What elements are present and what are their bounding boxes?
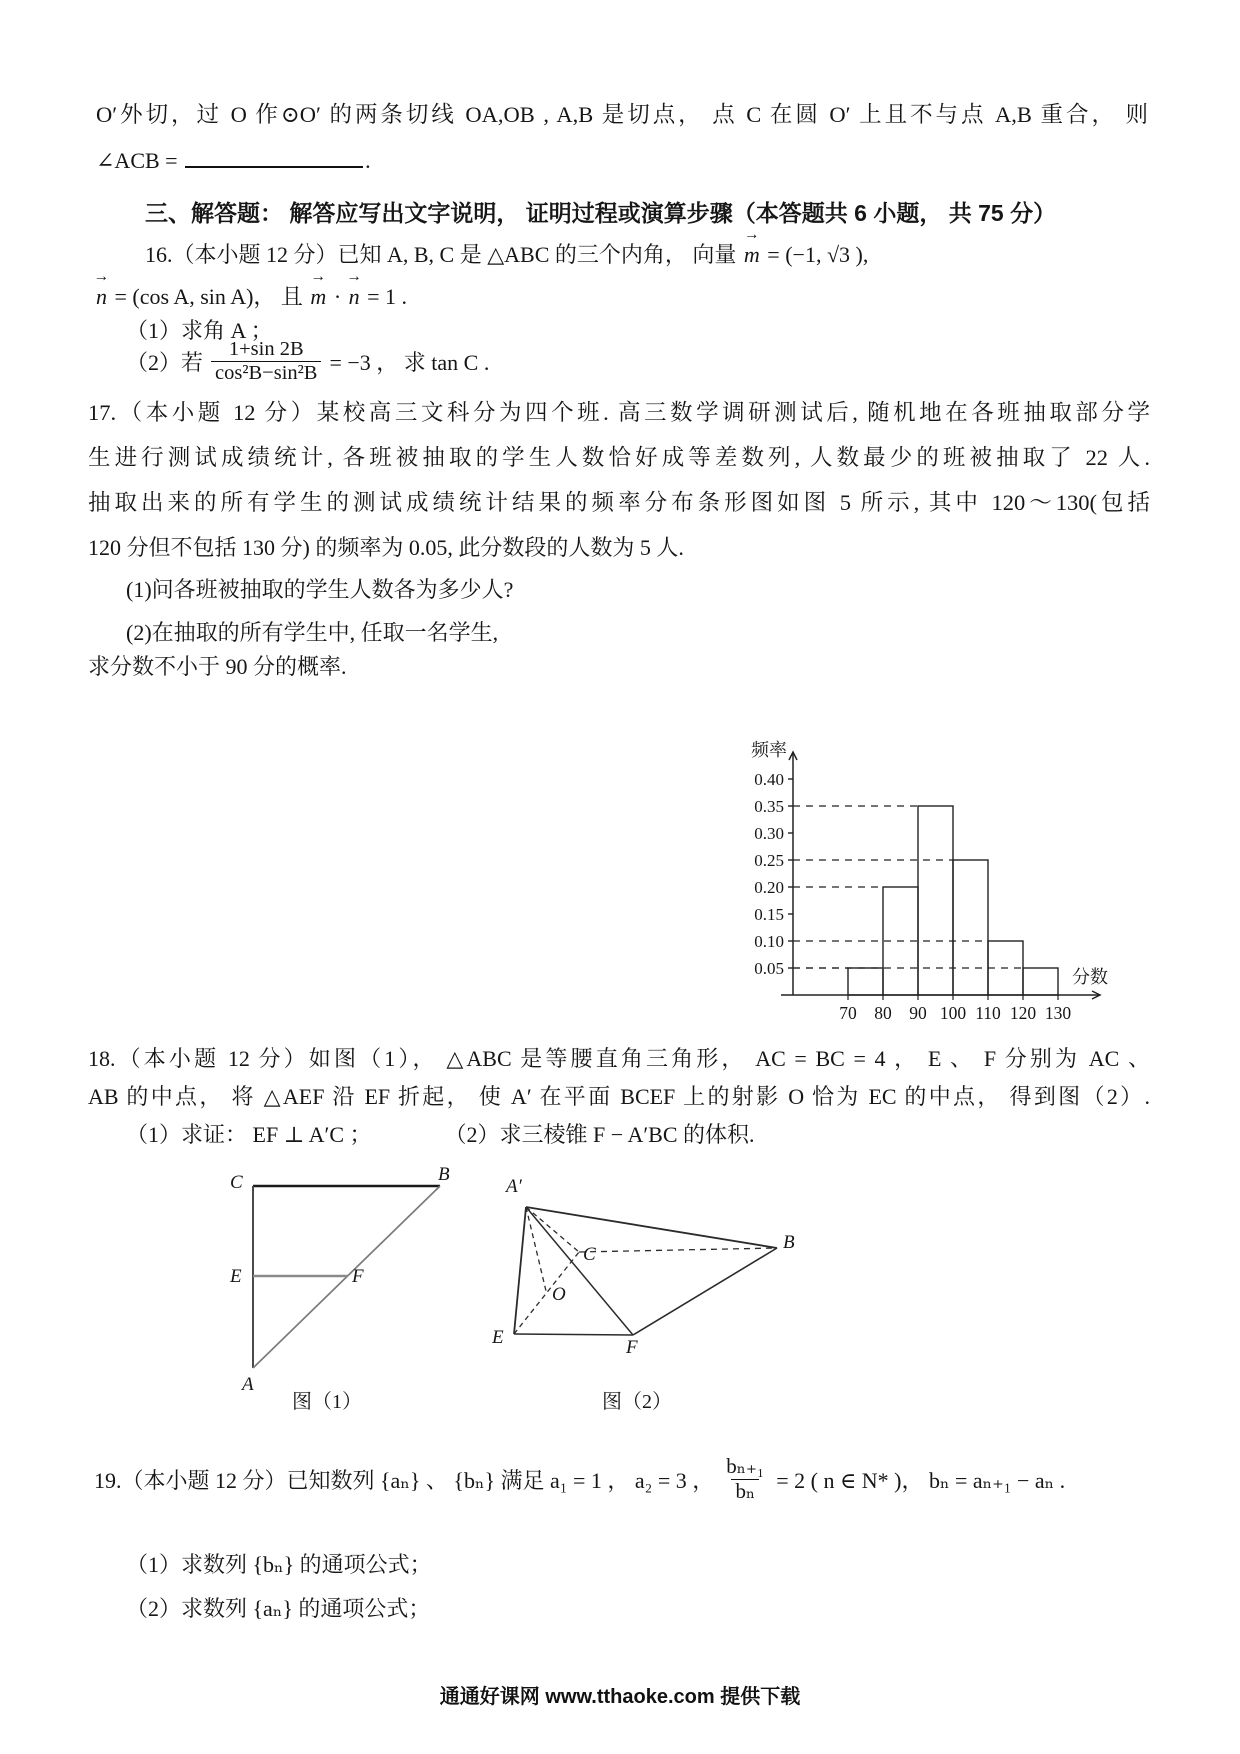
fig2-caption: 图（2） (602, 1391, 672, 1413)
fig2-label-C: C (583, 1244, 596, 1265)
answer-period: . (365, 148, 371, 174)
q18-line-3 (126, 1120, 755, 1150)
q17-line-1: 17.（本小题 12 分）某校高三文科分为四个班. 高三数学调研测试后, 随机地在各班抽取部分学 (88, 400, 1150, 425)
q16-l1b: = (−1, √3 ), (761, 242, 869, 267)
q16-l1a: 16.（本小题 12 分）已知 A, B, C 是 △ABC 的三个内角， 向量 (145, 242, 742, 267)
svg-text:80: 80 (874, 1003, 892, 1023)
svg-text:0.25: 0.25 (754, 851, 784, 870)
svg-text:0.35: 0.35 (754, 797, 784, 816)
q19-post: = 2 ( n ∈ N* )， bₙ = aₙ₊₁ − aₙ . (776, 1467, 1066, 1493)
fig1-label-C: C (230, 1172, 243, 1193)
fig1-label-E: E (230, 1266, 242, 1287)
svg-text:130: 130 (1044, 1003, 1072, 1023)
q19-fraction-denominator: bₙ (731, 1479, 759, 1504)
answer-label: ∠ACB = (96, 148, 178, 174)
vector-n: → n (94, 282, 109, 312)
fig2-edge-AprimeF (526, 1207, 633, 1335)
svg-text:0.30: 0.30 (754, 824, 784, 843)
q17-part1: (1)问各班被抽取的学生人数各为多少人? (126, 577, 514, 602)
svg-text:70: 70 (839, 1003, 857, 1023)
svg-text:100: 100 (939, 1003, 967, 1023)
q17-line-3: 抽取出来的所有学生的测试成绩统计结果的频率分布条形图如图 5 所示, 其中 120～130(包括 (88, 490, 1150, 515)
svg-text:120: 120 (1009, 1003, 1037, 1023)
vector-n2: → n (347, 282, 362, 312)
q18-part1: （1）求证： EF ⊥ A′C ； (126, 1122, 372, 1147)
q18-line-1: 18.（本小题 12 分）如图（1）， △ABC 是等腰直角三角形， AC = BC = 4 ， E 、 F 分别为 AC 、 (88, 1046, 1150, 1071)
fig2-label-O: O (552, 1284, 566, 1305)
q16-line-2 (94, 282, 407, 312)
fig1-label-A: A (242, 1374, 254, 1395)
q16-part1: （1）求角 A ； (126, 318, 273, 343)
q16-part2-post: = −3 ， 求 tan C . (329, 349, 490, 375)
svg-text:0.20: 0.20 (754, 878, 784, 897)
q17-part2b: 求分数不小于 90 分的概率. (88, 654, 347, 679)
svg-text:0.05: 0.05 (754, 959, 784, 978)
svg-text:90: 90 (909, 1003, 927, 1023)
fraction-numerator: 1+sin 2B (228, 338, 304, 360)
q16-fraction (211, 338, 321, 385)
fig2-label-B: B (783, 1232, 795, 1253)
q19-line-1 (94, 1455, 1065, 1503)
fig2-edge-FB (633, 1248, 777, 1335)
fig2-label-Aprime: A′ (506, 1176, 522, 1197)
fig2-edge-AprimeE (514, 1207, 526, 1334)
q16-part2-pre: （2）若 (126, 349, 204, 375)
q19-part1: （1）求数列 {bₙ} 的通项公式； (126, 1552, 432, 1577)
q19-fraction-numerator: bₙ₊₁ (726, 1454, 765, 1478)
q16-l2c: = 1 . (361, 284, 408, 309)
fig1-label-F: F (352, 1266, 364, 1287)
q16-dot: · (328, 284, 347, 309)
q18-line-2: AB 的中点， 将 △AEF 沿 EF 折起， 使 A′ 在平面 BCEF 上的射影 O 恰为 EC 的中点， 得到图（2）. (88, 1084, 1150, 1109)
q19-fraction (722, 1455, 768, 1503)
svg-text:0.10: 0.10 (754, 932, 784, 951)
q17-part2: (2)在抽取的所有学生中, 任取一名学生, (126, 620, 499, 645)
intro-answer-line (96, 143, 371, 176)
q16-line-1 (145, 240, 868, 270)
q17-line-2: 生进行测试成绩统计, 各班被抽取的学生人数恰好成等差数列, 人数最少的班被抽取了 22 人. (88, 445, 1150, 470)
q19-part2: （2）求数列 {aₙ} 的通项公式； (126, 1596, 431, 1621)
q19-pre: 19.（本小题 12 分）已知数列 {aₙ} 、 {bₙ} 满足 a₁ = 1 ， a₂ = 3 ， (94, 1467, 715, 1493)
q18-part2: （2）求三棱锥 F − A′BC 的体积. (444, 1122, 755, 1147)
figure-1 (150, 1158, 470, 1418)
fraction-denominator: cos²B−sin²B (211, 361, 321, 385)
svg-text:110: 110 (975, 1003, 1001, 1023)
intro-line-1: O′外切，过 O 作⊙O′ 的两条切线 OA,OB , A,B 是切点， 点 C 在圆 O′ 上且不与点 A,B 重合， 则 (96, 102, 1148, 127)
fig2-edge-EF (514, 1334, 633, 1335)
figure-2 (430, 1158, 850, 1418)
svg-text:分数: 分数 (1072, 967, 1108, 987)
svg-text:0.40: 0.40 (754, 770, 784, 789)
fig1-caption: 图（1） (292, 1391, 362, 1413)
fig1-label-B: B (438, 1164, 450, 1185)
fig2-dashed-CB (579, 1248, 777, 1252)
q16-part2 (126, 338, 489, 385)
vector-m2: → m (308, 282, 328, 312)
answer-blank (185, 143, 363, 168)
fig2-dashed-EC (514, 1252, 579, 1334)
fig2-label-F: F (626, 1337, 638, 1358)
fig2-edge-AprimeB (526, 1207, 777, 1248)
vector-m: → m (742, 240, 762, 270)
histogram-chart (668, 652, 1158, 1042)
q16-l2a: = (cos A, sin A)， 且 (109, 284, 309, 309)
q17-line-4: 120 分但不包括 130 分) 的频率为 0.05, 此分数段的人数为 5 人. (88, 535, 684, 560)
page-footer: 通通好课网 www.tthaoke.com 提供下载 (439, 1686, 801, 1708)
svg-text:0.15: 0.15 (754, 905, 784, 924)
svg-text:频率: 频率 (751, 740, 787, 760)
section-heading: 三、解答题： 解答应写出文字说明， 证明过程或演算步骤（本答题共 6 小题， 共 75 分） (145, 200, 1057, 226)
fig2-label-E: E (492, 1327, 504, 1348)
